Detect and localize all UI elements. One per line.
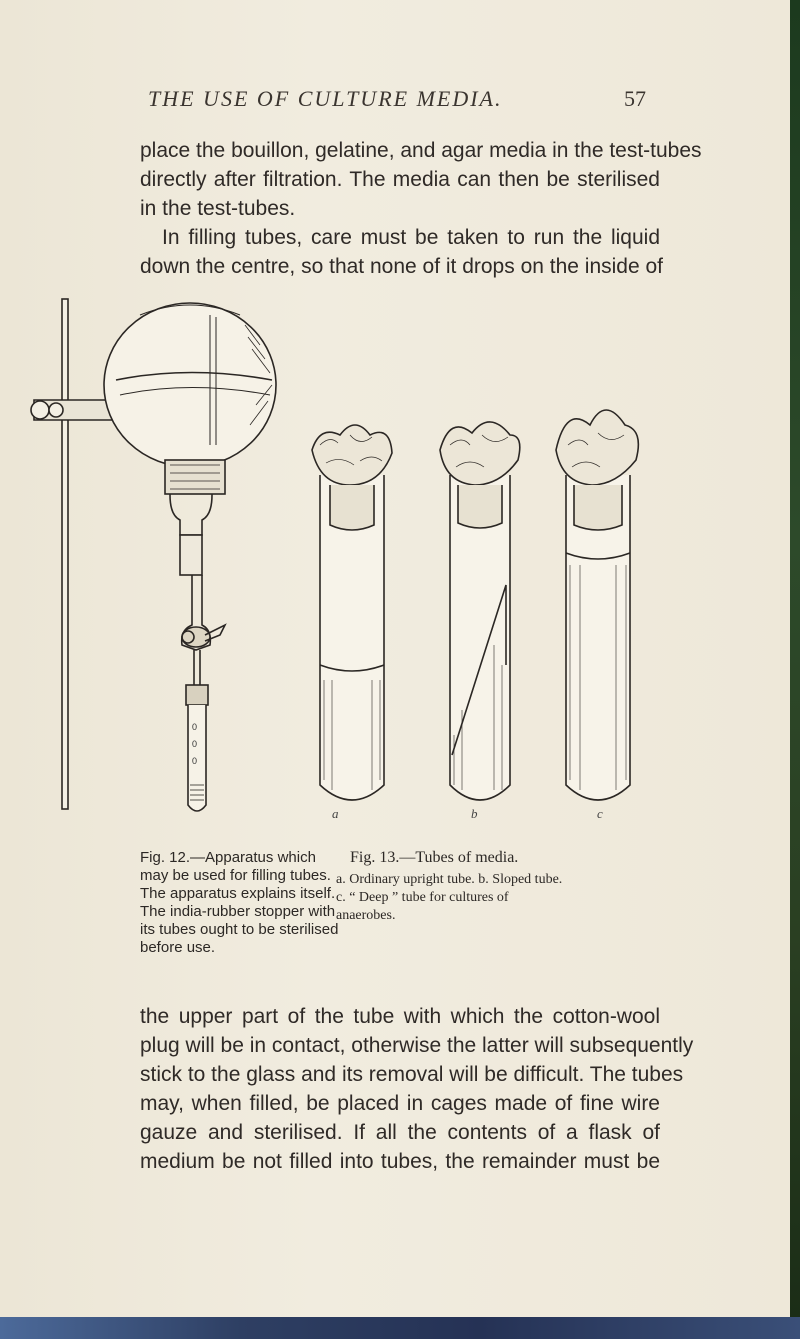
figures-engraving — [20, 285, 670, 825]
scan-bottom-edge — [0, 1317, 800, 1339]
figure-12-caption — [140, 849, 339, 957]
text-line: may, when filled, be placed in cages made of fine wire — [140, 1092, 660, 1115]
text-line: medium be not filled into tubes, the remainder must be — [140, 1150, 660, 1173]
text-line: directly after filtration. The media can then be sterilised — [140, 168, 660, 191]
deep-tube-c — [556, 410, 638, 800]
caption-line: its tubes ought to be sterilised — [140, 921, 339, 938]
paragraph-top — [140, 136, 702, 281]
caption-line: c. “ Deep ” tube for cultures of — [336, 890, 509, 905]
text-line: In filling tubes, care must be taken to run the liquid — [162, 226, 660, 249]
illustration-area — [20, 285, 670, 825]
caption-line: before use. — [140, 939, 216, 956]
tube-label-b: b — [471, 806, 478, 821]
tube-label-a: a — [332, 806, 339, 821]
running-title: THE USE OF CULTURE MEDIA. — [148, 86, 503, 111]
text-line: stick to the glass and its removal will be difficult. The tubes — [140, 1063, 684, 1086]
sloped-tube-b — [440, 422, 520, 800]
paragraph-bottom — [140, 1002, 694, 1176]
upright-tube-a — [312, 425, 392, 800]
text-line: plug will be in contact, otherwise the latter will subsequently — [140, 1034, 694, 1057]
svg-text:0: 0 — [192, 739, 198, 749]
text-line: in the test-tubes. — [140, 197, 296, 220]
caption-line: The apparatus explains itself. — [140, 885, 336, 902]
text-line: gauze and sterilised. If all the contents of a flask of — [140, 1121, 660, 1144]
svg-text:0: 0 — [192, 756, 198, 766]
text-line: place the bouillon, gelatine, and agar media in the test-tubes — [140, 139, 702, 162]
culture-tubes-illustration — [312, 410, 638, 800]
figure-13-caption — [336, 871, 661, 925]
caption-line: anaerobes. — [336, 908, 396, 923]
tube-label-c: c — [597, 806, 603, 821]
caption-line: may be used for filling tubes. — [140, 867, 331, 884]
filling-apparatus-illustration — [31, 299, 276, 811]
caption-line: a. Ordinary upright tube. b. Sloped tube. — [336, 872, 563, 887]
caption-line: The india-rubber stopper with — [140, 903, 336, 920]
svg-text:0: 0 — [192, 722, 198, 732]
text-line: the upper part of the tube with which the cotton-wool — [140, 1005, 660, 1028]
figure-13-title: Fig. 13.—Tubes of media. — [350, 849, 519, 866]
text-line: down the centre, so that none of it drops on the inside of — [140, 255, 664, 278]
caption-line: Fig. 12.—Apparatus which — [140, 849, 316, 866]
book-spine-edge — [790, 0, 800, 1339]
page-number: 57 — [624, 86, 646, 111]
